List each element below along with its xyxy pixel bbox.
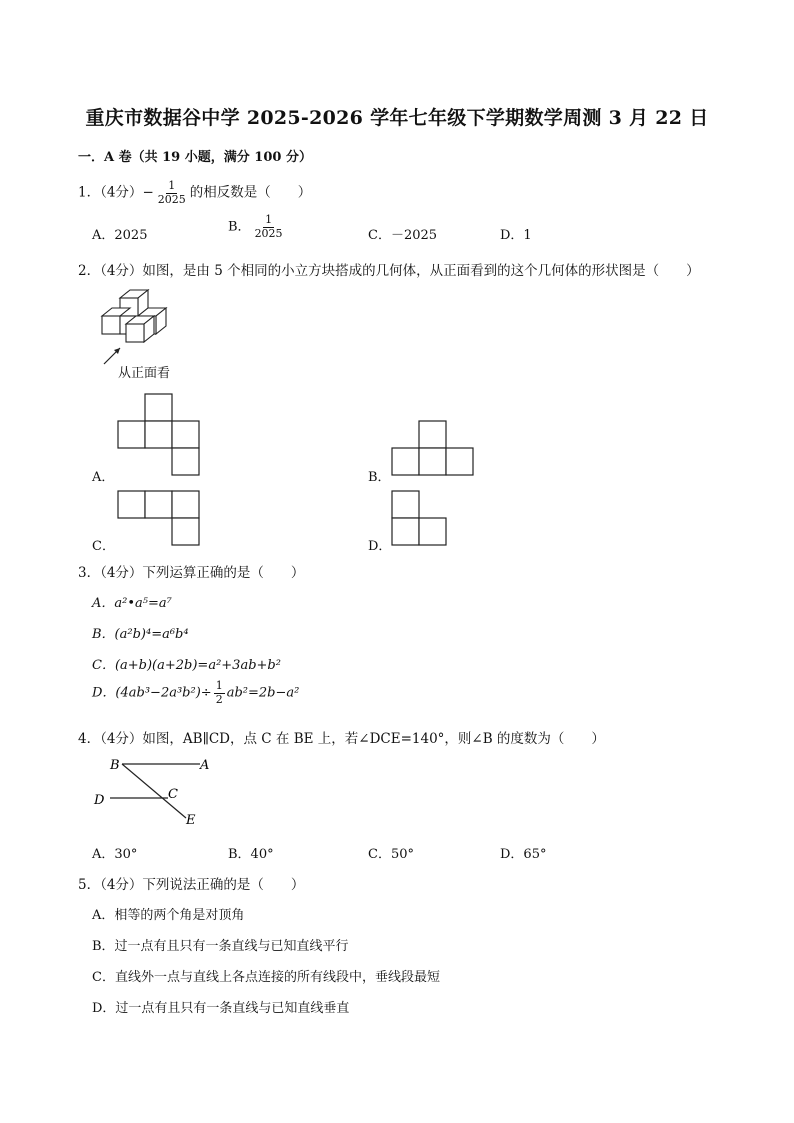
q1-option-b-fraction [253,214,285,240]
q2-caption: 从正面看 [118,366,171,381]
q4-option-c: C．50° [368,847,414,862]
q3-option-a: A．a²•a⁵=a⁷ [92,596,172,611]
point-e-label: E [186,813,196,828]
q1-option-b-num: 1 [265,213,273,226]
q3-option-d-den: 2 [215,692,223,706]
q1-option-b-label: B． [228,219,251,235]
question-4: 4．（4分）如图，AB∥CD，点 C 在 BE 上，若∠DCE=140°，则∠B 的度数为（ ） [78,731,605,747]
q1-option-b-den: 2025 [254,226,283,240]
q5-option-b: B．过一点有且只有一条直线与已知直线平行 [92,939,349,954]
q2-option-b-figure [390,420,478,480]
question-2: 2．（4分）如图，是由 5 个相同的小立方块搭成的几何体，从正面看到的这个几何体的形状图是（ ） [78,263,700,279]
q1-frac-den: 2025 [157,192,186,206]
q1-option-a: A．2025 [92,228,148,243]
q4-option-b: B．40° [228,847,274,862]
q2-option-b: B． [368,470,391,485]
question-5: 5．（4分）下列说法正确的是（ ） [78,877,305,893]
q1-fraction [156,180,188,206]
q1-frac-num: 1 [168,179,176,192]
page-title: 重庆市数据谷中学 2025-2026 学年七年级下学期数学周测 3 月 22 日 [85,107,709,129]
q4-option-d: D．65° [500,847,547,862]
q1-option-d: D．1 [500,228,532,243]
q1-minus: − [142,184,154,201]
question-3: 3．（4分）下列运算正确的是（ ） [78,565,305,581]
point-b-label: B [110,758,120,773]
q2-option-a: A． [92,470,115,485]
q3-option-b: B．(a²b)⁴=a⁶b⁴ [92,627,189,642]
q2-option-c-figure [116,489,204,551]
parallel-lines-figure [90,752,220,832]
q3-option-d-fraction [214,680,225,706]
q3-option-d-pre: D．(4ab³−2a³b²)÷ [92,685,212,701]
q2-option-d-figure [390,489,452,551]
point-a-label: A [200,758,210,773]
q2-option-c: C． [92,539,115,554]
point-d-label: D [94,793,105,808]
q1-suffix: 的相反数是（ ） [189,184,312,201]
q4-option-a: A．30° [92,847,138,862]
q3-option-d [92,680,299,706]
q3-option-d-post: ab²=2b−a² [226,685,300,701]
q1-option-b [228,214,287,240]
q1-option-c: C．－2025 [368,228,438,243]
question-1 [78,180,311,206]
q3-option-d-num: 1 [215,679,223,692]
q3-option-c: C．(a+b)(a+2b)=a²+3ab+b² [92,658,281,673]
q5-option-a: A．相等的两个角是对顶角 [92,908,245,923]
section-heading: 一．A 卷（共 19 小题，满分 100 分） [78,150,312,165]
q5-option-d: D．过一点有且只有一条直线与已知直线垂直 [92,1001,350,1016]
q5-option-c: C．直线外一点与直线上各点连接的所有线段中，垂线段最短 [92,970,440,985]
q2-option-a-figure [116,393,204,481]
point-c-label: C [168,787,178,802]
q2-option-d: D． [368,539,392,554]
q1-prefix: 1．（4分） [78,184,143,201]
